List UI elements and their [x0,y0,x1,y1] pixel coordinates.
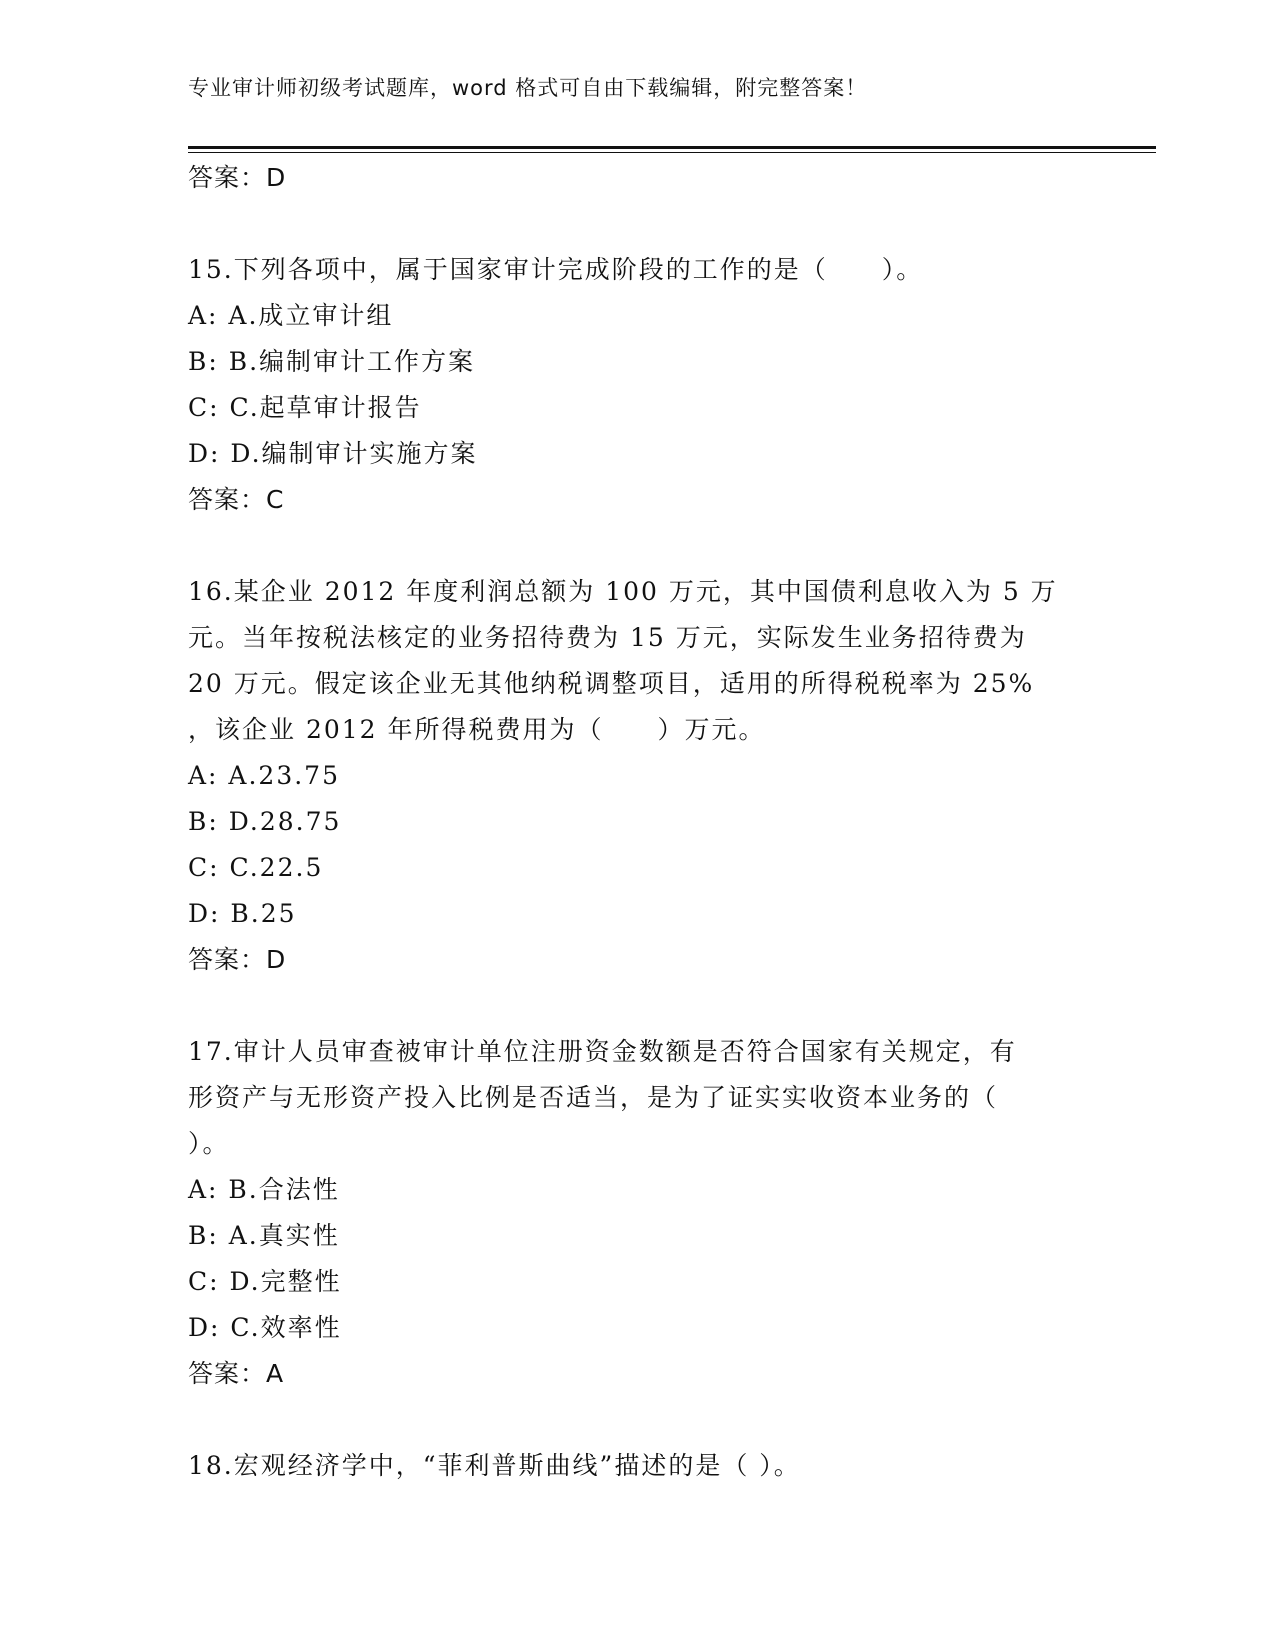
answer-line: 答案：D [188,163,287,192]
question-16-option-d: D: B.25 [188,899,297,928]
header-rule-thin [188,152,1156,153]
document-body [188,155,1088,1489]
question-15-text: 15.下列各项中，属于国家审计完成阶段的工作的是（ ）。 [188,255,924,284]
question-16-option-a: A: A.23.75 [188,761,340,790]
spacer [188,1397,1088,1443]
page-header: 专业审计师初级考试题库，word 格式可自由下载编辑，附完整答案！ [188,76,868,100]
question-17-option-c: C: D.完整性 [188,1267,342,1296]
spacer [188,201,1088,247]
question-16-answer: 答案：D [188,945,287,974]
question-15-answer: 答案：C [188,485,285,514]
question-16-option-c: C: C.22.5 [188,853,324,882]
question-17-answer: 答案：A [188,1359,285,1388]
question-16-text-line-3: 20 万元。假定该企业无其他纳税调整项目，适用的所得税税率为 25% [188,669,1035,698]
question-15-option-a: A: A.成立审计组 [188,301,394,330]
question-17-text-line-3: ）。 [188,1129,230,1158]
question-15-option-d: D: D.编制审计实施方案 [188,439,478,468]
question-17-option-d: D: C.效率性 [188,1313,342,1342]
question-16-text-line-2: 元。当年按税法核定的业务招待费为 15 万元，实际发生业务招待费为 [188,623,1027,652]
question-17-text-line-2: 形资产与无形资产投入比例是否适当，是为了证实实收资本业务的（ [188,1083,999,1112]
header-rule-thick [188,146,1156,149]
question-17-text-line-1: 17.审计人员审查被审计单位注册资金数额是否符合国家有关规定，有 [188,1037,1017,1066]
question-16-text-line-4: ，该企业 2012 年所得税费用为（ ）万元。 [188,715,766,744]
question-17-option-b: B: A.真实性 [188,1221,340,1250]
question-15-option-c: C: C.起草审计报告 [188,393,422,422]
question-16-option-b: B: D.28.75 [188,807,342,836]
question-17-option-a: A: B.合法性 [188,1175,340,1204]
question-16-text-line-1: 16.某企业 2012 年度利润总额为 100 万元，其中国债利息收入为 5 万 [188,577,1058,606]
question-15-option-b: B: B.编制审计工作方案 [188,347,476,376]
question-18-text: 18.宏观经济学中，“菲利普斯曲线”描述的是（ ）。 [188,1451,801,1480]
spacer [188,983,1088,1029]
spacer [188,523,1088,569]
